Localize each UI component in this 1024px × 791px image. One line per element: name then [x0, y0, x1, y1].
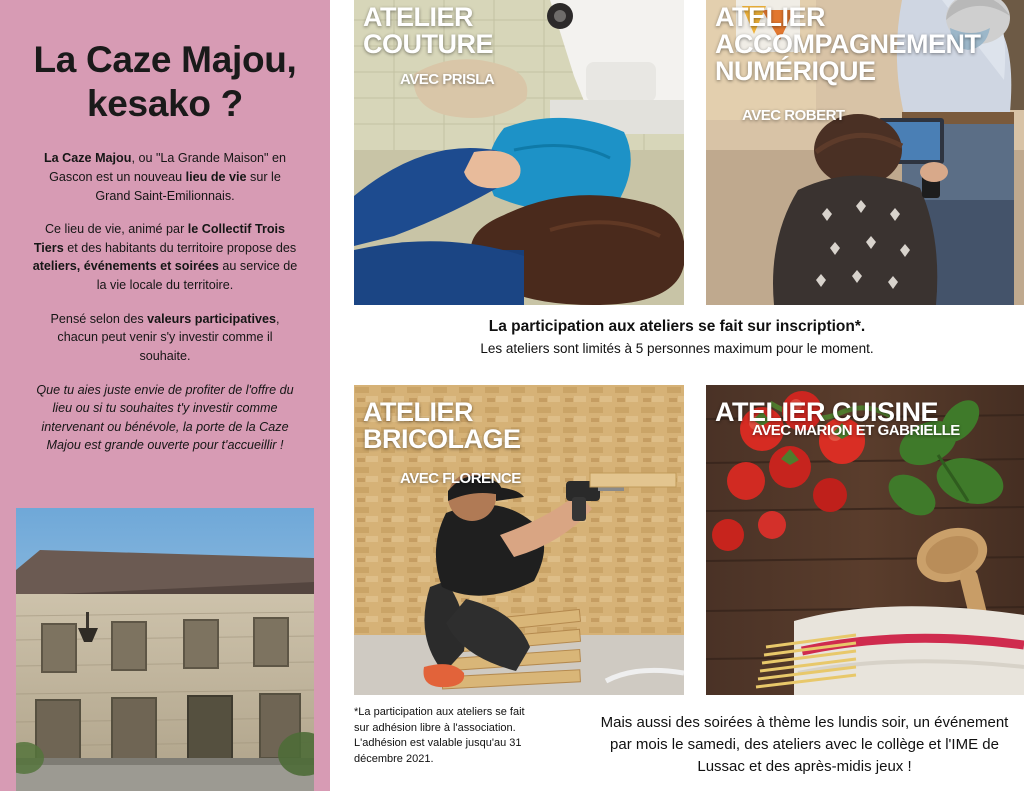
inscription-note-line-1: La participation aux ateliers se fait sur inscription*. [488, 318, 866, 335]
photo-label-numerique [715, 4, 981, 85]
photo-atelier-cuisine [706, 385, 1024, 695]
paragraph-3: Pensé selon des valeurs participatives, chacun peut venir s'y investir comme il souhaite. [50, 311, 280, 363]
label-line-2: ACCOMPAGNEMENT [715, 29, 981, 59]
right-content-area [330, 0, 1024, 791]
paragraph-italic: Que tu aies juste envie de profiter de l'offre du lieu ou si tu souhaites t'y investir comme intervenant ou bénévole, la porte de la Caze Majou est grande ouverte pour t'accueillir ! [36, 382, 294, 453]
label-line-1: ATELIER [363, 397, 473, 427]
inscription-note-line-2: Les ateliers sont limités à 5 personnes maximum pour le moment. [480, 341, 874, 356]
photo-label-bricolage [363, 399, 521, 453]
avec-name: FLORENCE [442, 470, 521, 487]
photo-sublabel-bricolage [400, 471, 521, 486]
label-line-1: ATELIER [715, 2, 825, 32]
photo-atelier-couture [354, 0, 684, 305]
footnote-adhesion: *La participation aux ateliers se fait sur adhésion libre à l'association. L'adhésion est valable jusqu'au 31 décembre 2021. [354, 706, 525, 765]
bottom-events-note: Mais aussi des soirées à thème les lundis soir, un événement par mois le samedi, des ateliers avec le collège et l'IME de Lussac et des après-midis jeux ! [600, 714, 1009, 775]
avec-prefix: AVEC [400, 470, 439, 487]
label-line-1: ATELIER CUISINE [715, 397, 939, 427]
photo-atelier-bricolage [354, 385, 684, 695]
photo-sublabel-cuisine [752, 423, 960, 438]
photo-label-couture [363, 4, 493, 58]
paragraph-2: Ce lieu de vie, animé par le Collectif Trois Tiers et des habitants du territoire propose des ateliers, événements et soirées au service de la vie locale du territoire. [32, 222, 298, 293]
photo-atelier-numerique [706, 0, 1024, 305]
left-info-panel [0, 0, 330, 791]
avec-name: PRISLA [442, 71, 495, 88]
label-line-2: COUTURE [363, 29, 493, 59]
avec-name: ROBERT [784, 107, 845, 124]
avec-name: MARION ET GABRIELLE [794, 422, 960, 439]
building-photo [16, 508, 314, 791]
paragraph-1: La Caze Majou, ou "La Grande Maison" en Gascon est un nouveau lieu de vie sur le Grand Saint-Emilionnais. [43, 151, 287, 203]
photo-sublabel-couture [400, 72, 494, 87]
inscription-note [330, 318, 1024, 356]
label-line-2: BRICOLAGE [363, 424, 521, 454]
label-line-1: ATELIER [363, 2, 473, 32]
page-title: La Caze Majou, kesako ? [33, 39, 297, 124]
avec-prefix: AVEC [752, 422, 791, 439]
label-line-3: NUMÉRIQUE [715, 56, 876, 86]
photo-sublabel-numerique [742, 108, 845, 123]
avec-prefix: AVEC [400, 71, 439, 88]
avec-prefix: AVEC [742, 107, 781, 124]
